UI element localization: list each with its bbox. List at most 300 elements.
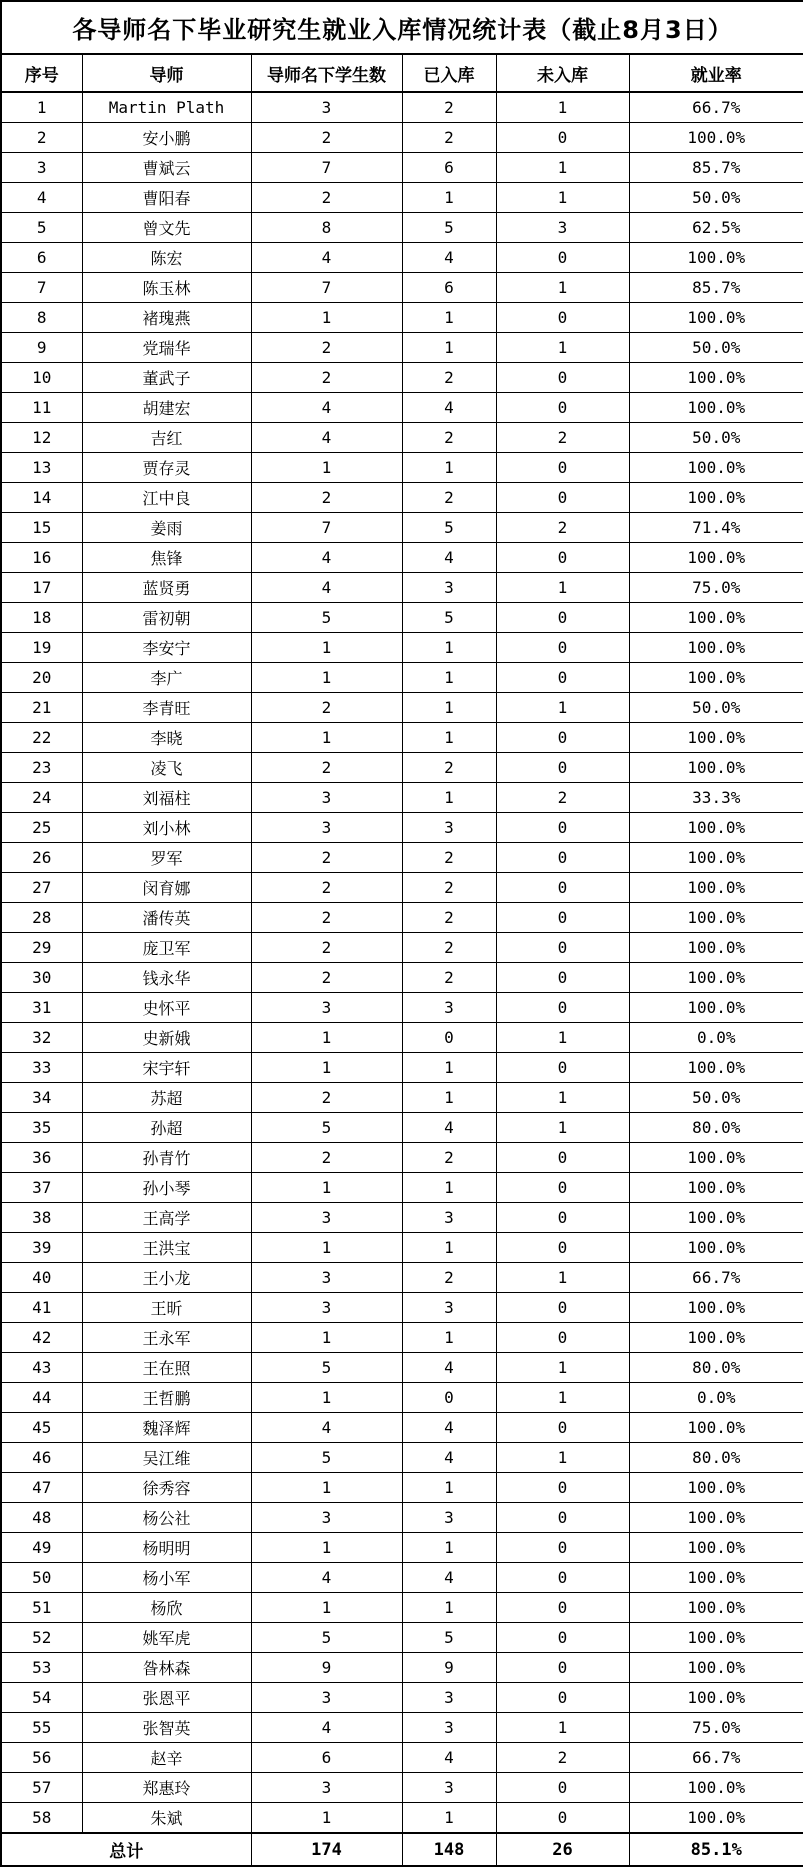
cell-employment-rate: 100.0% [629,663,803,693]
cell-employment-rate: 66.7% [629,92,803,123]
table-row [1,1323,803,1353]
cell-employment-rate: 100.0% [629,1503,803,1533]
cell-employment-rate: 66.7% [629,1743,803,1773]
cell-student-count: 4 [251,1713,402,1743]
cell-entered: 2 [402,92,496,123]
cell-no: 18 [1,603,82,633]
table-row [1,243,803,273]
cell-advisor: 胡建宏 [82,393,251,423]
cell-employment-rate: 100.0% [629,453,803,483]
cell-advisor: 史新娥 [82,1023,251,1053]
cell-employment-rate: 100.0% [629,1773,803,1803]
cell-employment-rate: 100.0% [629,723,803,753]
cell-student-count: 2 [251,183,402,213]
cell-employment-rate: 100.0% [629,1563,803,1593]
cell-student-count: 4 [251,1563,402,1593]
cell-entered: 3 [402,1713,496,1743]
cell-entered: 3 [402,1203,496,1233]
cell-entered: 1 [402,1233,496,1263]
cell-no: 55 [1,1713,82,1743]
table-row [1,153,803,183]
cell-not-entered: 0 [496,1503,629,1533]
cell-student-count: 1 [251,1533,402,1563]
cell-employment-rate: 100.0% [629,993,803,1023]
table-row [1,723,803,753]
cell-not-entered: 0 [496,1683,629,1713]
cell-no: 11 [1,393,82,423]
cell-advisor: 魏泽辉 [82,1413,251,1443]
cell-no: 34 [1,1083,82,1113]
cell-advisor: 庞卫军 [82,933,251,963]
cell-student-count: 2 [251,693,402,723]
cell-employment-rate: 100.0% [629,393,803,423]
cell-student-count: 2 [251,933,402,963]
cell-not-entered: 0 [496,663,629,693]
cell-student-count: 5 [251,1113,402,1143]
cell-not-entered: 0 [496,1233,629,1263]
cell-student-count: 3 [251,1773,402,1803]
cell-no: 54 [1,1683,82,1713]
cell-employment-rate: 100.0% [629,1173,803,1203]
cell-entered: 2 [402,753,496,783]
cell-no: 1 [1,92,82,123]
cell-not-entered: 0 [496,543,629,573]
cell-not-entered: 0 [496,1803,629,1834]
cell-entered: 4 [402,1353,496,1383]
cell-advisor: 王昕 [82,1293,251,1323]
table-row [1,933,803,963]
cell-entered: 1 [402,183,496,213]
cell-advisor: 凌飞 [82,753,251,783]
cell-employment-rate: 75.0% [629,1713,803,1743]
cell-student-count: 2 [251,843,402,873]
cell-no: 45 [1,1413,82,1443]
cell-employment-rate: 100.0% [629,1053,803,1083]
cell-no: 50 [1,1563,82,1593]
cell-not-entered: 1 [496,153,629,183]
table-row [1,513,803,543]
cell-student-count: 2 [251,333,402,363]
cell-student-count: 4 [251,423,402,453]
cell-employment-rate: 100.0% [629,1593,803,1623]
cell-entered: 1 [402,663,496,693]
table-row [1,1473,803,1503]
cell-no: 6 [1,243,82,273]
cell-advisor: 潘传英 [82,903,251,933]
cell-not-entered: 0 [496,1293,629,1323]
cell-student-count: 2 [251,483,402,513]
cell-advisor: 钱永华 [82,963,251,993]
table-row [1,1563,803,1593]
cell-not-entered: 1 [496,1263,629,1293]
cell-student-count: 1 [251,303,402,333]
cell-not-entered: 1 [496,1713,629,1743]
cell-employment-rate: 100.0% [629,603,803,633]
cell-not-entered: 0 [496,363,629,393]
cell-no: 21 [1,693,82,723]
cell-entered: 3 [402,1773,496,1803]
cell-not-entered: 1 [496,273,629,303]
cell-entered: 6 [402,273,496,303]
cell-advisor: 王永军 [82,1323,251,1353]
cell-student-count: 1 [251,453,402,483]
cell-advisor: 张智英 [82,1713,251,1743]
cell-not-entered: 0 [496,483,629,513]
cell-student-count: 2 [251,1083,402,1113]
cell-no: 44 [1,1383,82,1413]
cell-student-count: 6 [251,1743,402,1773]
cell-advisor: 李青旺 [82,693,251,723]
table-row [1,1773,803,1803]
cell-not-entered: 0 [496,1773,629,1803]
cell-not-entered: 0 [496,1653,629,1683]
cell-no: 57 [1,1773,82,1803]
cell-employment-rate: 62.5% [629,213,803,243]
cell-advisor: 杨小军 [82,1563,251,1593]
cell-advisor: 陈玉林 [82,273,251,303]
cell-employment-rate: 50.0% [629,1083,803,1113]
cell-employment-rate: 80.0% [629,1113,803,1143]
cell-advisor: 李广 [82,663,251,693]
cell-no: 56 [1,1743,82,1773]
cell-not-entered: 0 [496,963,629,993]
cell-advisor: 焦锋 [82,543,251,573]
cell-no: 9 [1,333,82,363]
cell-advisor: 姚军虎 [82,1623,251,1653]
cell-employment-rate: 100.0% [629,1323,803,1353]
cell-not-entered: 0 [496,753,629,783]
column-header-advisor: 导师 [82,54,251,92]
cell-no: 33 [1,1053,82,1083]
cell-not-entered: 0 [496,1143,629,1173]
cell-not-entered: 0 [496,123,629,153]
cell-entered: 2 [402,363,496,393]
cell-no: 19 [1,633,82,663]
cell-student-count: 4 [251,1413,402,1443]
cell-advisor: 雷初朝 [82,603,251,633]
cell-student-count: 1 [251,723,402,753]
cell-employment-rate: 100.0% [629,1203,803,1233]
cell-advisor: 李安宁 [82,633,251,663]
cell-advisor: 杨欣 [82,1593,251,1623]
cell-advisor: 蓝贤勇 [82,573,251,603]
cell-entered: 4 [402,243,496,273]
cell-advisor: 宋宇轩 [82,1053,251,1083]
cell-not-entered: 1 [496,183,629,213]
cell-not-entered: 0 [496,933,629,963]
cell-employment-rate: 75.0% [629,573,803,603]
cell-student-count: 2 [251,753,402,783]
cell-not-entered: 2 [496,783,629,813]
cell-student-count: 3 [251,1503,402,1533]
cell-not-entered: 1 [496,1443,629,1473]
cell-employment-rate: 100.0% [629,873,803,903]
cell-no: 10 [1,363,82,393]
cell-entered: 4 [402,1113,496,1143]
cell-entered: 1 [402,1473,496,1503]
cell-student-count: 2 [251,903,402,933]
cell-not-entered: 1 [496,92,629,123]
cell-entered: 1 [402,693,496,723]
cell-no: 32 [1,1023,82,1053]
cell-advisor: 王在照 [82,1353,251,1383]
cell-employment-rate: 100.0% [629,1293,803,1323]
cell-student-count: 1 [251,1053,402,1083]
cell-employment-rate: 100.0% [629,843,803,873]
cell-not-entered: 1 [496,1083,629,1113]
cell-no: 31 [1,993,82,1023]
cell-employment-rate: 50.0% [629,183,803,213]
cell-advisor: 董武子 [82,363,251,393]
cell-not-entered: 1 [496,693,629,723]
cell-entered: 3 [402,813,496,843]
cell-no: 36 [1,1143,82,1173]
table-row [1,453,803,483]
cell-no: 28 [1,903,82,933]
cell-advisor: 曹阳春 [82,183,251,213]
cell-entered: 1 [402,783,496,813]
table-row [1,1383,803,1413]
table-row [1,1293,803,1323]
cell-student-count: 7 [251,513,402,543]
cell-advisor: 杨明明 [82,1533,251,1563]
table-row [1,573,803,603]
cell-advisor: 吉红 [82,423,251,453]
cell-student-count: 1 [251,633,402,663]
table-row [1,333,803,363]
cell-student-count: 1 [251,1233,402,1263]
cell-student-count: 4 [251,543,402,573]
cell-advisor: 赵辛 [82,1743,251,1773]
cell-advisor: 王高学 [82,1203,251,1233]
cell-no: 47 [1,1473,82,1503]
cell-no: 20 [1,663,82,693]
table-row [1,1233,803,1263]
cell-advisor: 李晓 [82,723,251,753]
cell-no: 29 [1,933,82,963]
cell-employment-rate: 100.0% [629,1623,803,1653]
cell-no: 13 [1,453,82,483]
cell-no: 16 [1,543,82,573]
table-row [1,423,803,453]
cell-employment-rate: 100.0% [629,633,803,663]
cell-employment-rate: 100.0% [629,243,803,273]
cell-employment-rate: 100.0% [629,1473,803,1503]
cell-entered: 1 [402,1323,496,1353]
cell-not-entered: 1 [496,573,629,603]
cell-not-entered: 0 [496,1173,629,1203]
cell-advisor: 王哲鹏 [82,1383,251,1413]
cell-not-entered: 0 [496,873,629,903]
cell-student-count: 3 [251,783,402,813]
cell-entered: 2 [402,483,496,513]
cell-not-entered: 0 [496,603,629,633]
table-row [1,1053,803,1083]
header-row [1,54,803,92]
cell-advisor: Martin Plath [82,92,251,123]
cell-student-count: 1 [251,1473,402,1503]
cell-employment-rate: 85.7% [629,273,803,303]
table-row [1,213,803,243]
cell-employment-rate: 100.0% [629,543,803,573]
cell-advisor: 陈宏 [82,243,251,273]
cell-not-entered: 0 [496,1203,629,1233]
cell-employment-rate: 100.0% [629,813,803,843]
cell-student-count: 8 [251,213,402,243]
cell-employment-rate: 50.0% [629,333,803,363]
cell-entered: 5 [402,1623,496,1653]
cell-advisor: 苏超 [82,1083,251,1113]
total-students: 174 [251,1833,402,1866]
table-row [1,92,803,123]
cell-no: 24 [1,783,82,813]
cell-advisor: 王洪宝 [82,1233,251,1263]
cell-entered: 2 [402,873,496,903]
cell-no: 49 [1,1533,82,1563]
cell-advisor: 张恩平 [82,1683,251,1713]
cell-employment-rate: 100.0% [629,933,803,963]
cell-advisor: 徐秀容 [82,1473,251,1503]
table-row [1,1263,803,1293]
cell-advisor: 刘福柱 [82,783,251,813]
cell-advisor: 吴江维 [82,1443,251,1473]
cell-not-entered: 2 [496,1743,629,1773]
cell-no: 5 [1,213,82,243]
cell-no: 3 [1,153,82,183]
cell-employment-rate: 0.0% [629,1023,803,1053]
cell-student-count: 3 [251,813,402,843]
cell-student-count: 5 [251,1353,402,1383]
cell-advisor: 王小龙 [82,1263,251,1293]
cell-entered: 3 [402,1503,496,1533]
cell-entered: 1 [402,1173,496,1203]
cell-not-entered: 2 [496,423,629,453]
cell-advisor: 朱斌 [82,1803,251,1834]
cell-employment-rate: 100.0% [629,903,803,933]
cell-advisor: 郑惠玲 [82,1773,251,1803]
table-row [1,873,803,903]
cell-student-count: 5 [251,1623,402,1653]
cell-employment-rate: 50.0% [629,693,803,723]
cell-no: 58 [1,1803,82,1834]
cell-advisor: 史怀平 [82,993,251,1023]
cell-not-entered: 0 [496,1323,629,1353]
cell-not-entered: 0 [496,1593,629,1623]
cell-advisor: 曹斌云 [82,153,251,183]
table-row [1,633,803,663]
cell-student-count: 2 [251,363,402,393]
table-body [1,92,803,1833]
title-row [1,1,803,54]
table-row [1,393,803,423]
table-row [1,1113,803,1143]
cell-student-count: 1 [251,1023,402,1053]
cell-no: 35 [1,1113,82,1143]
cell-advisor: 江中良 [82,483,251,513]
table-row [1,1083,803,1113]
cell-advisor: 罗军 [82,843,251,873]
cell-entered: 5 [402,603,496,633]
cell-not-entered: 0 [496,843,629,873]
cell-entered: 2 [402,963,496,993]
cell-entered: 2 [402,903,496,933]
cell-entered: 9 [402,1653,496,1683]
cell-advisor: 昝林森 [82,1653,251,1683]
cell-entered: 1 [402,1593,496,1623]
cell-student-count: 1 [251,1593,402,1623]
cell-no: 26 [1,843,82,873]
cell-no: 30 [1,963,82,993]
table-row [1,183,803,213]
cell-entered: 1 [402,633,496,663]
column-header-employment-rate: 就业率 [629,54,803,92]
cell-no: 38 [1,1203,82,1233]
cell-employment-rate: 100.0% [629,483,803,513]
cell-advisor: 闵育娜 [82,873,251,903]
cell-advisor: 孙超 [82,1113,251,1143]
table-row [1,993,803,1023]
cell-advisor: 姜雨 [82,513,251,543]
cell-employment-rate: 100.0% [629,1653,803,1683]
cell-entered: 3 [402,993,496,1023]
cell-not-entered: 1 [496,333,629,363]
cell-entered: 1 [402,1083,496,1113]
table-row [1,1593,803,1623]
table-row [1,1803,803,1834]
cell-no: 39 [1,1233,82,1263]
cell-entered: 2 [402,423,496,453]
cell-student-count: 1 [251,663,402,693]
cell-advisor: 党瑞华 [82,333,251,363]
cell-advisor: 孙青竹 [82,1143,251,1173]
cell-not-entered: 0 [496,1473,629,1503]
cell-entered: 4 [402,1413,496,1443]
cell-employment-rate: 100.0% [629,303,803,333]
table-row [1,1173,803,1203]
table-row [1,1623,803,1653]
cell-no: 22 [1,723,82,753]
table-row [1,753,803,783]
cell-entered: 1 [402,1533,496,1563]
cell-no: 37 [1,1173,82,1203]
cell-entered: 5 [402,213,496,243]
cell-not-entered: 0 [496,393,629,423]
cell-student-count: 1 [251,1383,402,1413]
cell-entered: 4 [402,1443,496,1473]
column-header-no: 序号 [1,54,82,92]
cell-entered: 1 [402,723,496,753]
table-row [1,1023,803,1053]
table-row [1,483,803,513]
cell-employment-rate: 66.7% [629,1263,803,1293]
cell-no: 41 [1,1293,82,1323]
cell-no: 25 [1,813,82,843]
cell-not-entered: 1 [496,1383,629,1413]
cell-not-entered: 0 [496,453,629,483]
cell-entered: 6 [402,153,496,183]
cell-not-entered: 0 [496,1053,629,1083]
cell-student-count: 2 [251,123,402,153]
table-row [1,903,803,933]
cell-entered: 2 [402,123,496,153]
cell-not-entered: 1 [496,1023,629,1053]
cell-student-count: 3 [251,1293,402,1323]
cell-employment-rate: 71.4% [629,513,803,543]
cell-advisor: 贾存灵 [82,453,251,483]
cell-student-count: 1 [251,1173,402,1203]
table-row [1,1353,803,1383]
total-not-entered: 26 [496,1833,629,1866]
